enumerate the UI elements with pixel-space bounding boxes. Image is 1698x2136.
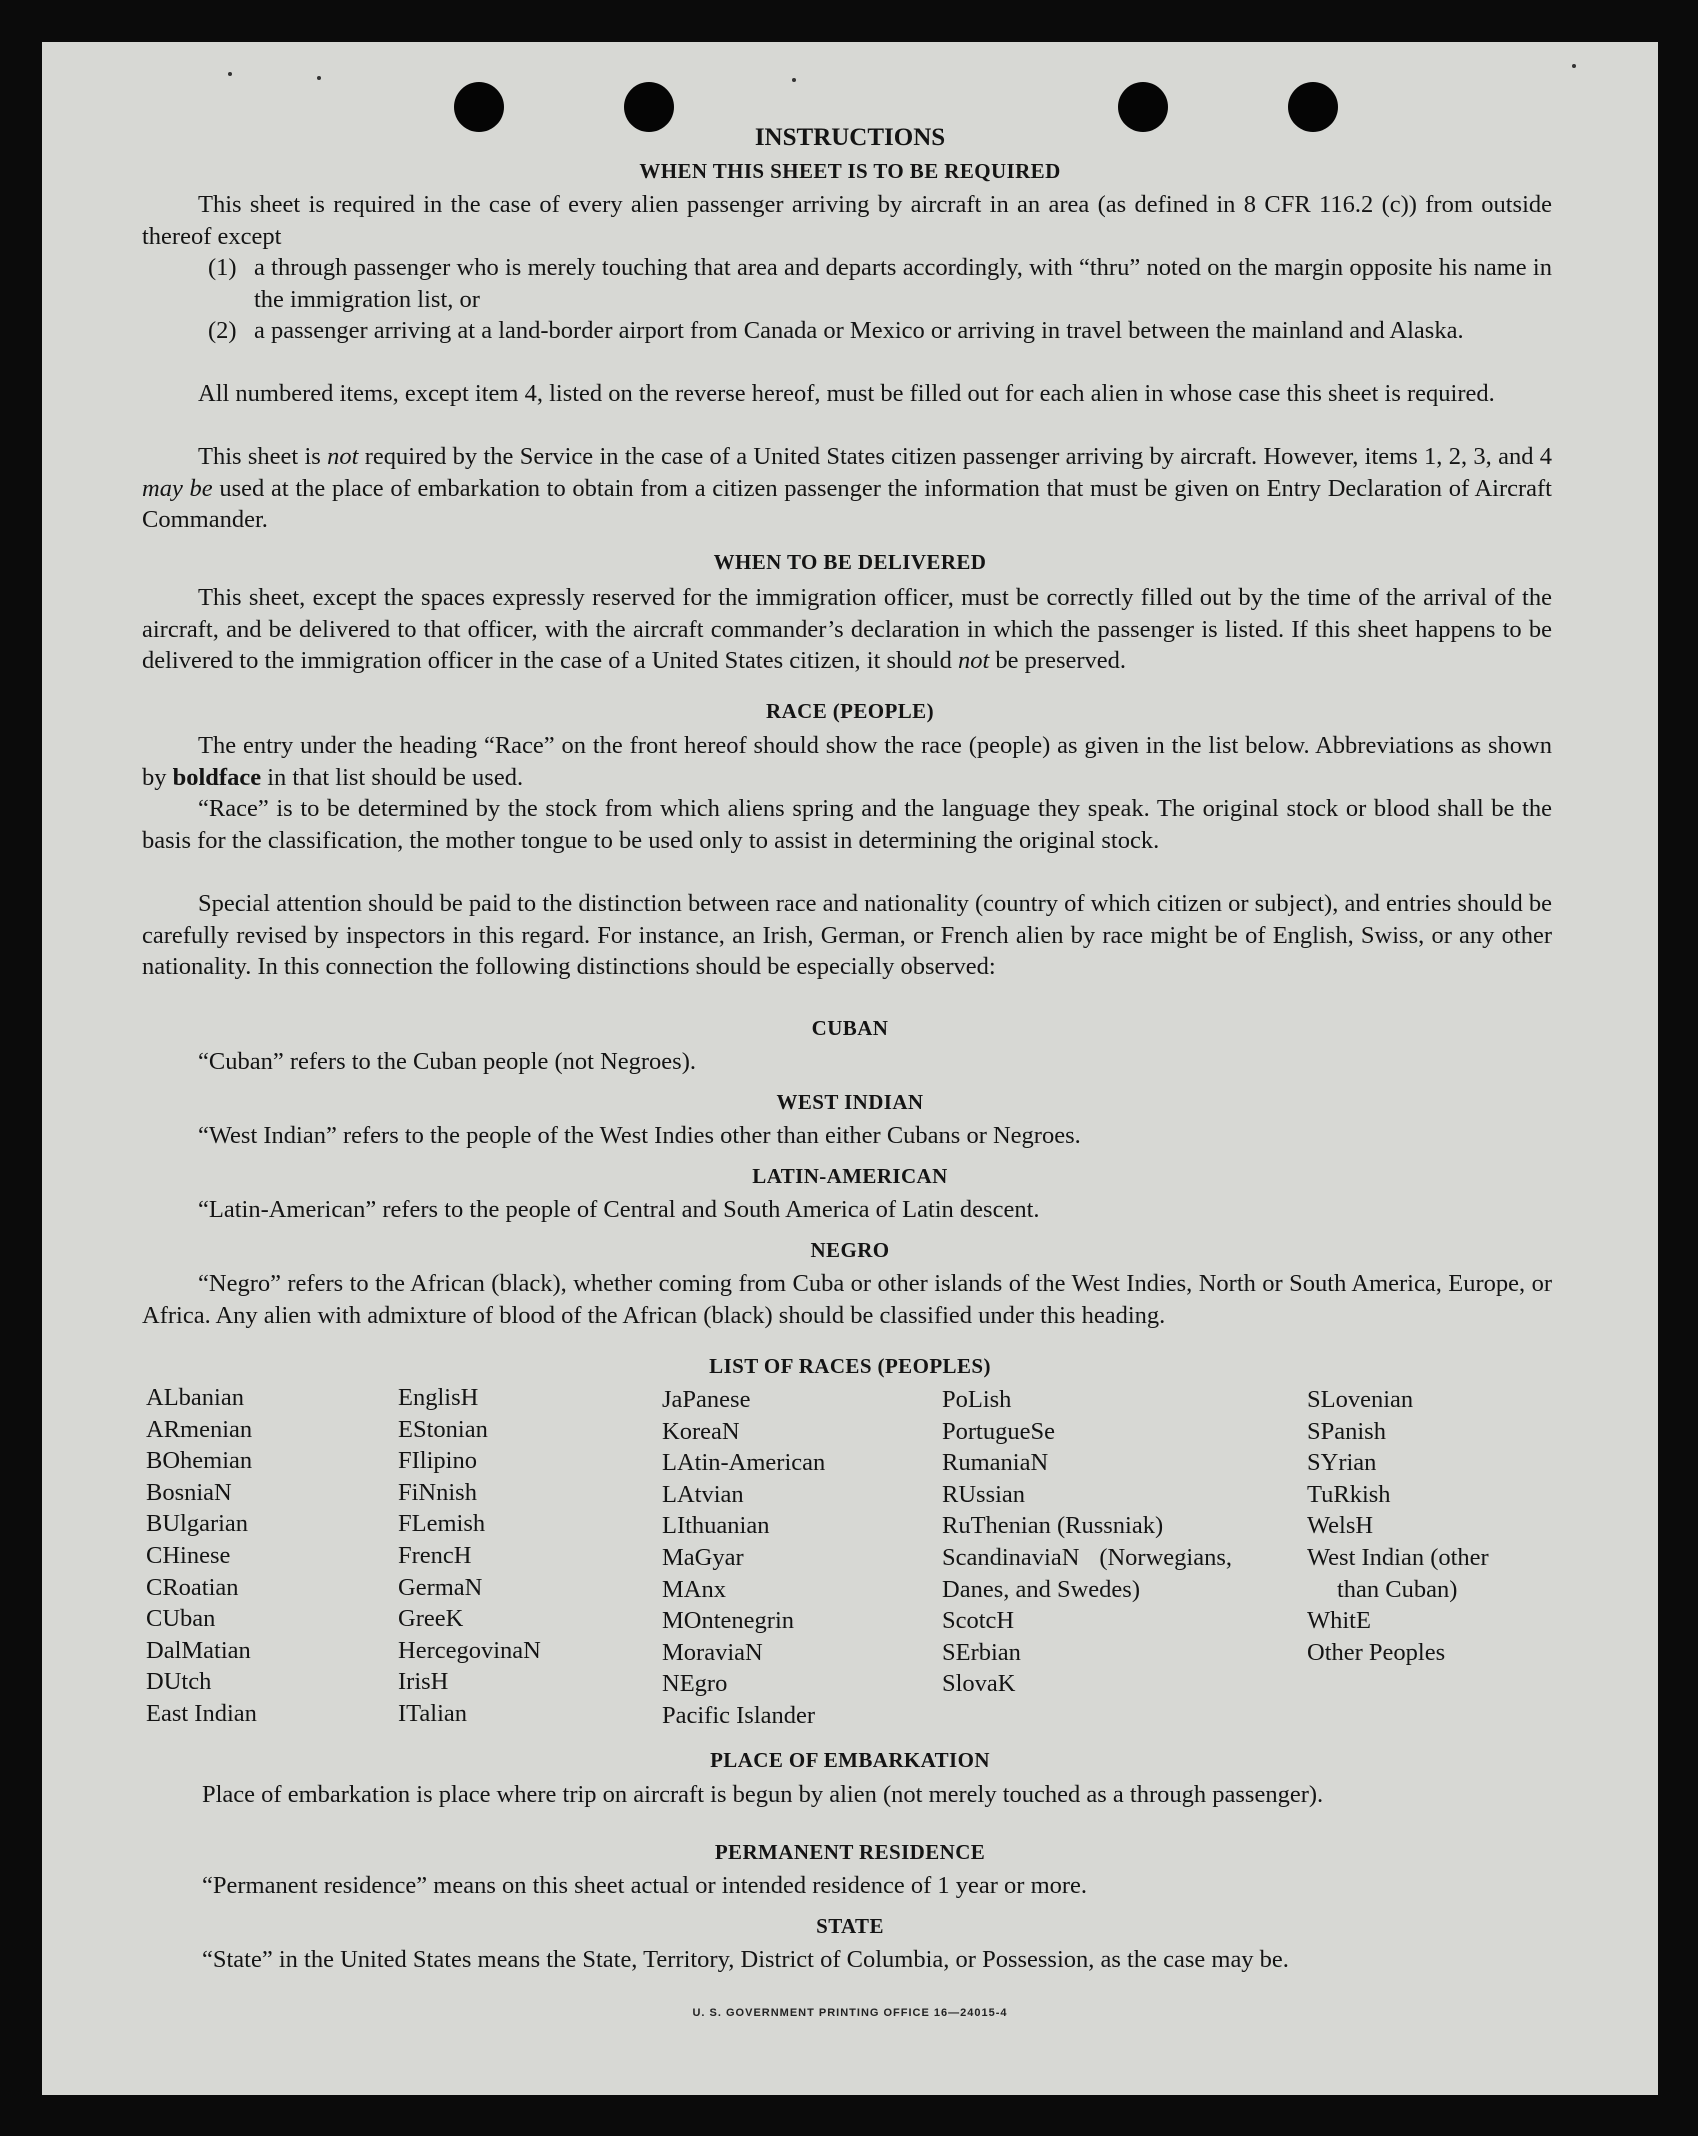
race-column [146,1382,257,1730]
race-entry: RumaniaN [942,1449,1049,1477]
list-item [208,315,1552,347]
race-entry: TuRkish [1307,1480,1391,1508]
section-heading: WHEN TO BE DELIVERED [713,550,987,574]
race-entry: DalMatian [146,1636,251,1664]
section-heading: LATIN-AMERICAN [752,1164,948,1188]
section-heading: NEGRO [810,1238,890,1262]
race-entry: SYrian [1307,1449,1377,1477]
race-entry: CUban [146,1605,216,1633]
paragraph: This sheet is required in the case of every alien passenger arriving by aircraft in an area (as defined in 8 CFR 116.2 (c)) from outside thereof except [142,191,1552,250]
race-entry: LAtin-American [662,1449,826,1477]
printer-imprint: U. S. GOVERNMENT PRINTING OFFICE 16—24015-4 [692,2007,1008,2019]
instruction-sheet [42,42,1658,2095]
race-entry: WelsH [1307,1512,1374,1540]
race-entry: SErbian [942,1638,1021,1666]
item-number: (2) [208,317,237,344]
paragraph: “Negro” refers to the African (black), whether coming from Cuba or other islands of the West Indies, North or South America, Europe, or Africa. Any alien with admixture of blood of the African (black) should be classified under this heading. [142,1270,1552,1329]
section-heading: LIST OF RACES (PEOPLES) [709,1354,991,1378]
paragraph: Place of embarkation is place where trip on aircraft is begun by alien (not merely touched as a through passenger). [202,1781,1324,1808]
paragraph: “Cuban” refers to the Cuban people (not Negroes). [198,1048,696,1075]
section-heading: RACE (PEOPLE) [766,699,934,723]
paragraph: Special attention should be paid to the distinction between race and nationality (country of which citizen or subject), and entries should be carefully revised by inspectors in this regard. For instance, an Irish, German, or French alien by race might be of English, Swiss, or any other nationality. In this connection the following distinctions should be especially observed: [142,890,1552,980]
race-entry: IrisH [398,1668,449,1696]
race-entry: Pacific Islander [662,1701,816,1729]
paragraph: All numbered items, except item 4, listed on the reverse hereof, must be filled out for each alien in whose case this sheet is required. [198,380,1495,407]
paragraph: “Permanent residence” means on this sheet actual or intended residence of 1 year or more. [202,1872,1088,1899]
race-entry: West Indian (other [1307,1543,1489,1571]
race-entry: SPanish [1307,1417,1386,1445]
race-entry: ITalian [398,1699,468,1727]
race-entry: than Cuban) [1337,1575,1458,1603]
race-entry: BosniaN [146,1478,232,1506]
race-entry: GermaN [398,1573,483,1601]
race-entry: PoLish [942,1386,1012,1413]
race-entry: ARmenian [146,1415,253,1443]
race-entry: LAtvian [662,1480,744,1508]
race-entry: ScotcH [942,1607,1015,1635]
item-number: (1) [208,254,237,281]
race-entry: WhitE [1307,1607,1371,1635]
paragraph: The entry under the heading “Race” on the front hereof should show the race (people) as given in the list below. Abbreviations as shown by boldface in that list should be used. [142,732,1552,791]
race-entry: PortugueSe [942,1417,1055,1445]
race-entry: ALbanian [146,1384,244,1411]
race-entry: BOhemian [146,1447,253,1475]
paragraph: “Race” is to be determined by the stock from which aliens spring and the language they speak. The original stock or blood shall be the basis for the classification, the mother tongue to be used only to assist in determining the original stock. [142,795,1552,854]
race-entry: SlovaK [942,1670,1016,1698]
paragraph: “Latin-American” refers to the people of Central and South America of Latin descent. [198,1196,1040,1223]
paper-speck [228,72,232,76]
race-entry: MAnx [662,1575,726,1603]
paper-speck [1572,64,1576,68]
race-entry: MaGyar [662,1543,744,1571]
paragraph: This sheet, except the spaces expressly reserved for the immigration officer, must be correctly filled out by the time of the arrival of the aircraft, and be delivered to that officer, with the aircraft commander’s declaration in which the passenger is listed. If this sheet happens to be delivered to the immigration officer in the case of a United States citizen, it should not be preserved. [142,584,1552,674]
race-entry: RUssian [942,1480,1026,1508]
race-entry: NEgro [662,1670,728,1698]
section-heading: CUBAN [811,1016,889,1040]
race-entry: EnglisH [398,1384,479,1411]
race-entry: CRoatian [146,1573,239,1601]
race-entry: SLovenian [1307,1386,1414,1413]
item-text: a through passenger who is merely touching that area and departs accordingly, with “thru” noted on the margin opposite his name in the immigration list, or [254,254,1552,313]
race-entry: MOntenegrin [662,1607,794,1635]
race-entry: FrencH [398,1541,472,1569]
race-column [1307,1384,1562,1668]
race-entry: KoreaN [662,1417,740,1445]
race-entry: East Indian [146,1699,257,1727]
race-entry: DUtch [146,1668,212,1696]
race-entry: JaPanese [662,1386,751,1413]
section-heading: STATE [816,1914,884,1938]
section-heading: WEST INDIAN [776,1090,924,1114]
race-column [662,1384,825,1732]
race-column [942,1384,1232,1700]
paper-speck [792,78,796,82]
section-heading: PERMANENT RESIDENCE [714,1840,986,1864]
section-heading: WHEN THIS SHEET IS TO BE REQUIRED [639,159,1061,183]
item-text: a passenger arriving at a land-border airport from Canada or Mexico or arriving in travel between the mainland and Alaska. [254,317,1464,344]
section-heading: PLACE OF EMBARKATION [710,1748,990,1772]
race-entry: EStonian [398,1415,488,1443]
race-entry: FIlipino [398,1447,477,1475]
race-entry: CHinese [146,1541,231,1569]
race-entry: HercegovinaN [398,1636,541,1664]
race-entry: MoraviaN [662,1638,763,1666]
list-item [208,252,1552,315]
paper-speck [317,76,321,80]
paragraph: This sheet is not required by the Service in the case of a United States citizen passenger arriving by aircraft. However, items 1, 2, 3, and 4 may be used at the place of embarkation to obtain from a citizen passenger the information that must be given on Entry Declaration of Aircraft Commander. [142,443,1552,533]
race-entry: Other Peoples [1307,1638,1446,1666]
race-column [398,1382,541,1730]
race-entry: FLemish [398,1510,486,1538]
race-entry: RuThenian (Russniak) [942,1512,1164,1540]
race-entry: ScandinaviaN (Norwegians, Danes, and Swedes) [942,1543,1232,1603]
paragraph: “West Indian” refers to the people of the West Indies other than either Cubans or Negroes. [198,1122,1081,1149]
main-title: INSTRUCTIONS [754,124,946,151]
race-entry: FiNnish [398,1478,477,1506]
race-entry: GreeK [398,1605,464,1633]
race-entry: BUlgarian [146,1510,249,1538]
paragraph: “State” in the United States means the State, Territory, District of Columbia, or Possession, as the case may be. [202,1946,1289,1973]
race-entry: LIthuanian [662,1512,770,1540]
